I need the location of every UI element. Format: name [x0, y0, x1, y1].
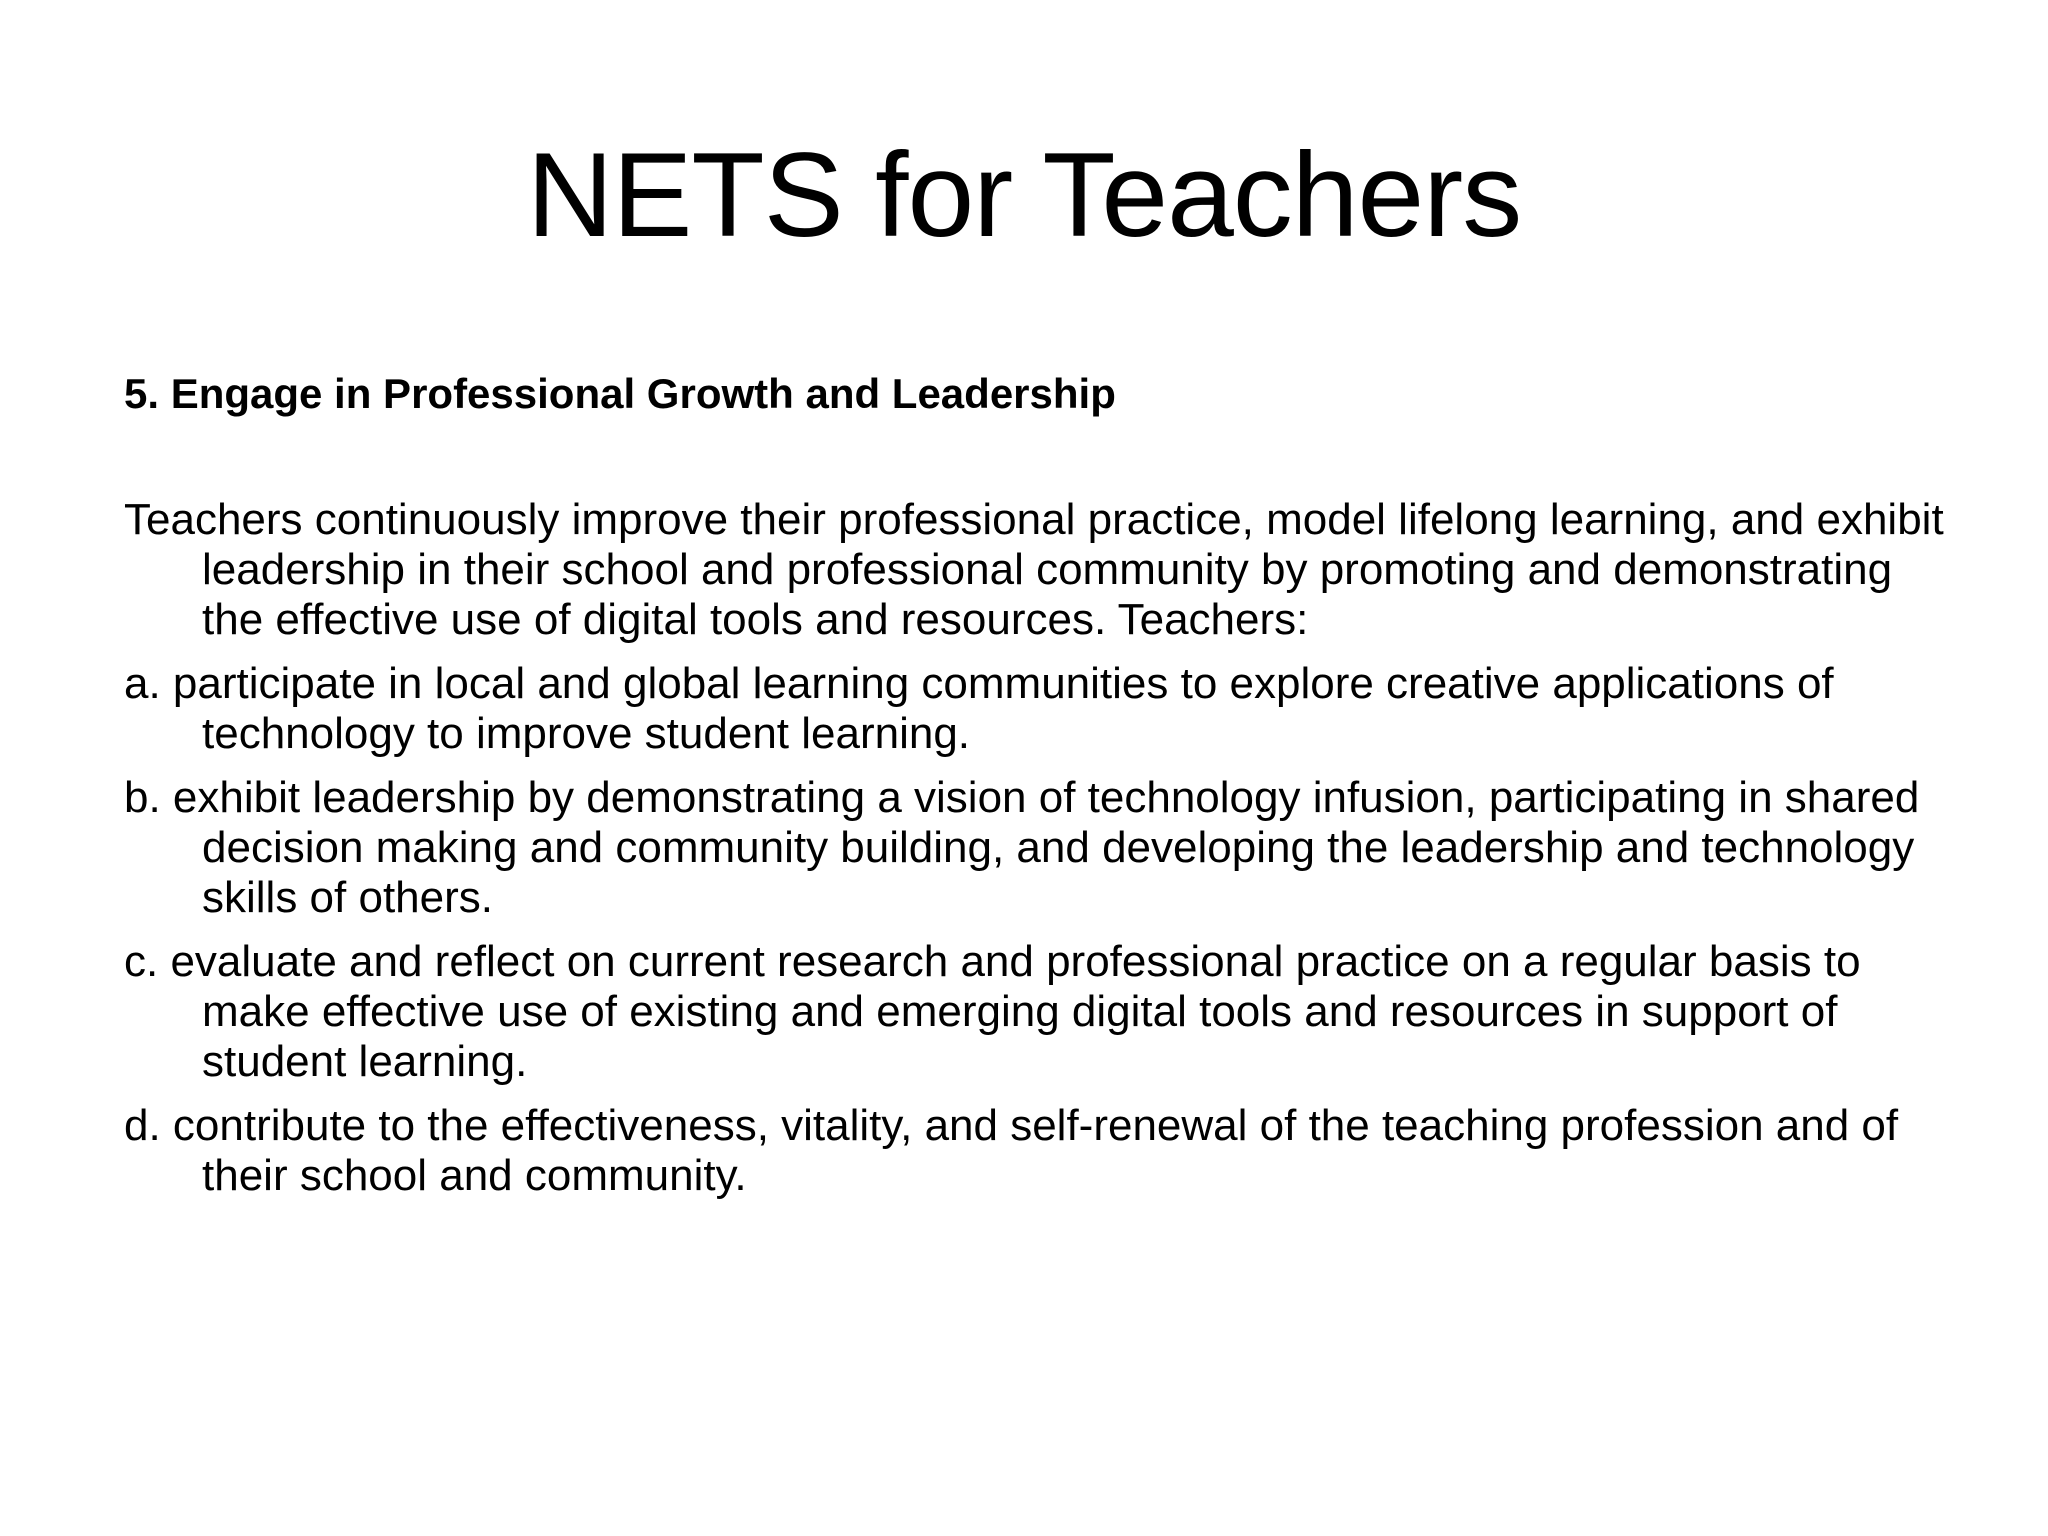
standard-item-b: b. exhibit leadership by demonstrating a vision of technology infusion, participating in shared decision making and community building, and developing the leadership and technology skills of others. — [124, 773, 1920, 922]
standard-item-d: d. contribute to the effectiveness, vitality, and self-renewal of the teaching profession and of their school and community. — [124, 1101, 1899, 1200]
section-heading: 5. Engage in Professional Growth and Leadership — [124, 370, 1116, 417]
intro-paragraph: Teachers continuously improve their professional practice, model lifelong learning, and exhibit leadership in their school and professional community by promoting and demonstrating the effective use of digital tools and resources. Teachers: — [124, 495, 1944, 644]
standard-item-c: c. evaluate and reflect on current research and professional practice on a regular basis to make effective use of existing and emerging digital tools and resources in support of student learning. — [124, 937, 1861, 1086]
slide-title: NETS for Teachers — [526, 128, 1522, 262]
slide-body — [124, 365, 1954, 1215]
standard-item-a: a. participate in local and global learning communities to explore creative applications of technology to improve student learning. — [124, 659, 1834, 758]
